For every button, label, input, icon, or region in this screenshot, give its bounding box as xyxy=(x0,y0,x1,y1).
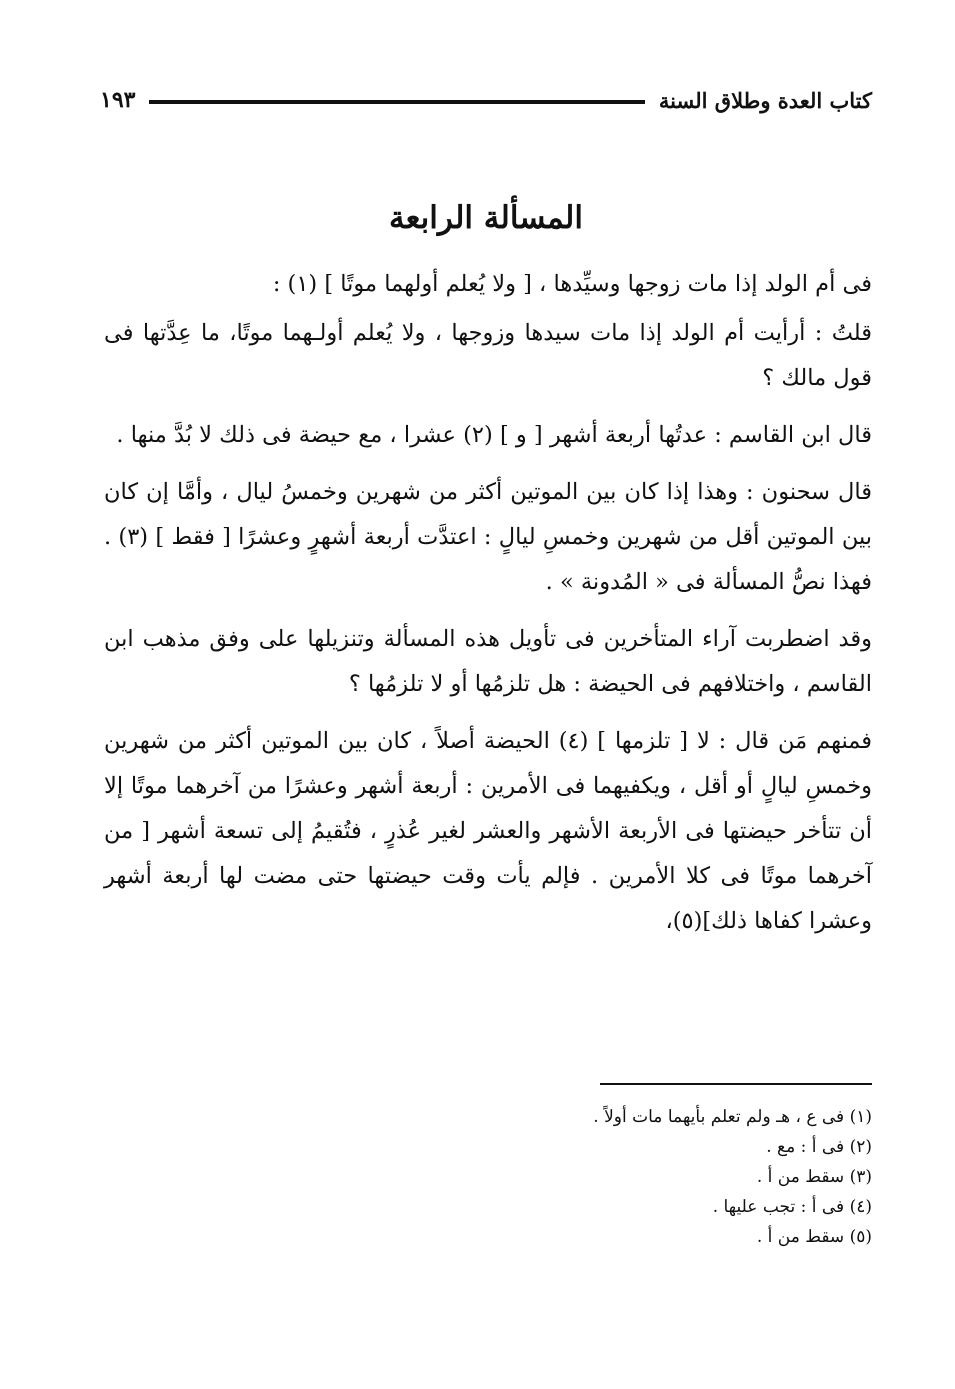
paragraph: قلتُ : أرأيت أم الولد إذا مات سيدها وزوجها ، ولا يُعلم أولـهما موتًا، ما عِدَّتها فى قول مالك ؟ xyxy=(104,320,872,391)
footnote-rule xyxy=(600,1083,872,1085)
paragraph: قال سحنون : وهذا إذا كان بين الموتين أكثر من شهرين وخمسُ ليال ، وأمَّا إن كان بين الموتين أقل من شهرين وخمسِ ليالٍ : اعتدَّت أربعة أشهرٍ وعشرًا [ فقط ] (٣) . فهذا نصُّ المسألة فى « المُدونة » . xyxy=(104,479,872,595)
footnote: (١) فى ع ، هـ ولم تعلم بأيهما مات أولاً . xyxy=(593,1107,872,1127)
page-number: ١٩٣ xyxy=(100,87,136,113)
footnote: (٣) سقط من أ . xyxy=(756,1167,872,1187)
chapter-title: المسألة الرابعة xyxy=(389,200,583,236)
body-text xyxy=(104,262,872,944)
running-header-title: كتاب العدة وطلاق السنة xyxy=(658,87,872,113)
footnote: (٤) فى أ : تجب عليها . xyxy=(712,1197,872,1217)
running-header xyxy=(100,80,872,120)
header-rule xyxy=(149,100,644,104)
paragraph: قال ابن القاسم : عدتُها أربعة أشهر [ و ] (٢) عشرا ، مع حيضة فى ذلك لا بُدَّ منها . xyxy=(116,422,872,448)
paragraph: فى أم الولد إذا مات زوجها وسيِّدها ، [ ولا يُعلم أولهما موتًا ] (١) : xyxy=(272,271,872,297)
paragraph: فمنهم مَن قال : لا [ تلزمها ] (٤) الحيضة أصلاً ، كان بين الموتين أكثر من شهرين وخمسِ ليالٍ أو أقل ، ويكفيهما فى الأمرين : أربعة أشهر وعشرًا من آخرهما موتًا إلا أن تتأخر حيضتها فى الأربعة الأشهر والعشر لغير عُذرٍ ، فتُقيمُ إلى تسعة أشهر [ من آخرهما موتًا فى كلا الأمرين . فإلم يأت وقت حيضتها حتى مضت لها أربعة أشهر وعشرا كفاها ذلك](٥)، xyxy=(104,728,872,934)
footnote: (٢) فى أ : مع . xyxy=(766,1137,872,1157)
paragraph: وقد اضطربت آراء المتأخرين فى تأويل هذه المسألة وتنزيلها على وفق مذهب ابن القاسم ، واختلافهم فى الحيضة : هل تلزمُها أو لا تلزمُها ؟ xyxy=(104,626,872,697)
footnote: (٥) سقط من أ . xyxy=(756,1227,872,1247)
footnotes xyxy=(420,1102,872,1252)
